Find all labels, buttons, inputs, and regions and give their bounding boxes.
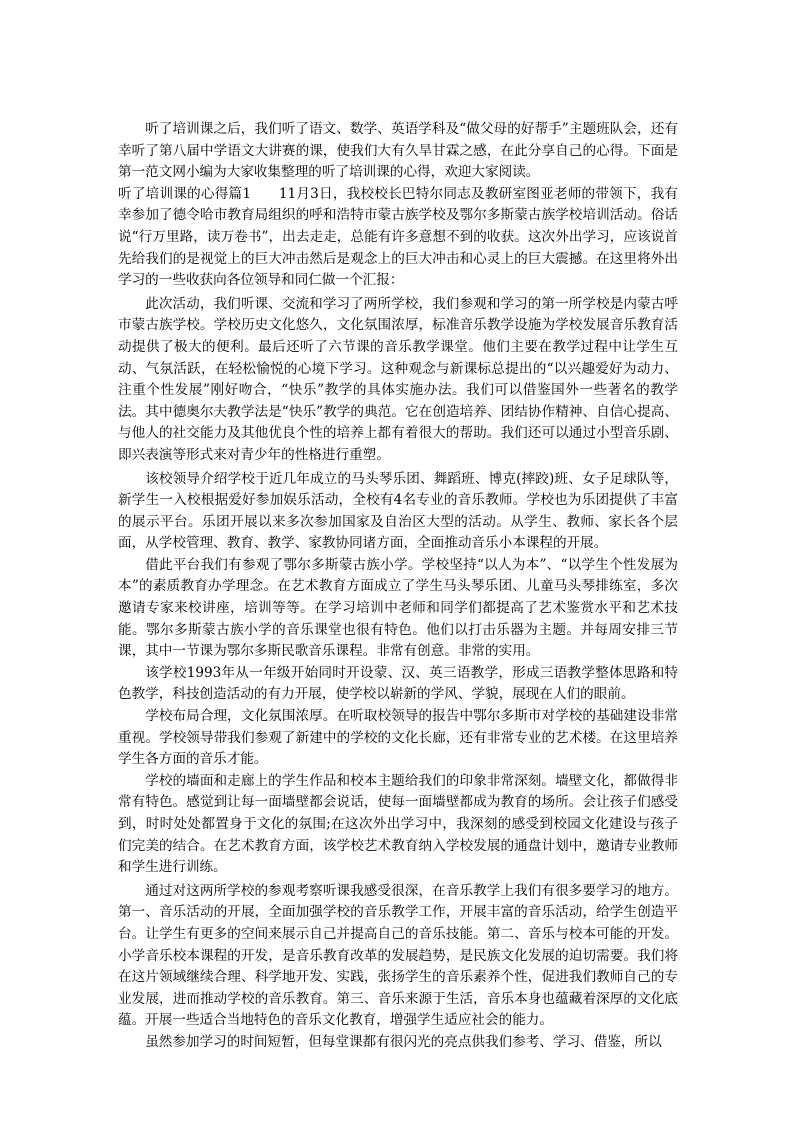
paragraph-trilingual: 该学校1993年从一年级开始同时开设蒙、汉、英三语教学，形成三语教学整体思路和特色教学，科技创造活动的有力开展，使学校以崭新的学风、学貌，展现在人们的眼前。 — [118, 664, 678, 703]
paragraph-heading-part1: 听了培训课的心得篇1 11月3日，我校校长巴特尔同志及教研室图亚老师的带领下，我有幸参加了德令哈市教育局组织的呼和浩特市蒙古族学校及鄂尔多斯蒙古族学校培训活动。俗话说“行万里路，读万卷书”，出去走走，总能有许多意想不到的收获。这次外出学习，应该说首先给我们的是视觉上的巨大冲击然后是观念上的巨大冲击和心灵上的巨大震撼。在这里将外出学习的一些收获向各位领导和同仁做一个汇报： — [118, 185, 678, 289]
paragraph-lessons: 通过对这两所学校的参观考察听课我感受很深，在音乐教学上我们有很多要学习的地方。第一、音乐活动的开展，全面加强学校的音乐教学工作，开展丰富的音乐活动，给学生创造平台。让学生有更多的空间来展示自己并提高自己的音乐技能。第二、音乐与校本可能的开发。小学音乐校本课程的开发，是音乐教育改革的发展趋势，是民族文化发展的迫切需要。我们将在这片领域继续合理、科学地开发、实践，张扬学生的音乐素养个性，促进我们教师自己的专业发展，进而推动学校的音乐教育。第三、音乐来源于生活，音乐本身也蕴藏着深厚的文化底蕴。开展一些适合当地特色的音乐文化教育，增强学生适应社会的能力。 — [118, 882, 678, 1029]
paragraph-activity: 此次活动，我们听课、交流和学习了两所学校，我们参观和学习的第一所学校是内蒙古呼市蒙古族学校。学校历史文化悠久，文化氛围浓厚，标准音乐教学设施为学校发展音乐教育活动提供了极大的便利。最后还听了六节课的音乐教学课堂。他们主要在教学过程中让学生互动、气氛活跃，在轻松愉悦的心境下学习。这种观念与新课标总提出的“以兴趣爱好为动力、注重个性发展”刚好吻合，“快乐”教学的具体实施办法。我们可以借鉴国外一些著名的教学法。其中德奥尔夫教学法是“快乐”教学的典范。它在创造培养、团结协作精神、自信心提高、与他人的社交能力及其他优良个性的培养上都有着很大的帮助。我们还可以通过小型音乐剧、即兴表演等形式来对青少年的性格进行重塑。 — [118, 295, 678, 463]
paragraph-closing: 虽然参加学习的时间短暂，但每堂课都有很闪光的亮点供我们参考、学习、借鉴，所以 — [145, 1033, 662, 1050]
document-page — [118, 119, 678, 1054]
paragraph-band: 该校领导介绍学校于近几年成立的马头琴乐团、舞蹈班、博克(摔跤)班、女子足球队等，新学生一入校根据爱好参加娱乐活动，全校有4名专业的音乐教师。学校也为乐团提供了丰富的展示平台。乐团开展以来多次参加国家及自治区大型的活动。从学生、教师、家长各个层面，从学校管理、教育、教学、家教协同诸方面，全面推动音乐小本课程的开展。 — [118, 470, 678, 552]
paragraph-layout: 学校布局合理，文化氛围浓厚。在听取校领导的报告中鄂尔多斯市对学校的基础建设非常重视。学校领导带我们参观了新建中的学校的文化长廊，还有非常专业的艺术楼。在这里培养学生各方面的音乐才能。 — [118, 708, 678, 768]
paragraph-intro: 听了培训课之后，我们听了语文、数学、英语学科及“做父母的好帮手”主题班队会，还有幸听了第八届中学语文大讲赛的课，使我们大有久旱甘霖之感，在此分享自己的心得。下面是第一范文网小编为大家收集整理的听了培训课的心得，欢迎大家阅读。 — [118, 121, 678, 181]
paragraph-walls: 学校的墙面和走廊上的学生作品和校本主题给我们的印象非常深刻。墙壁文化，都做得非常有特色。感觉到让每一面墙壁都会说话，使每一面墙壁都成为教育的场所。会让孩子们感受到，时时处处都置身于文化的氛围;在这次外出学习中，我深刻的感受到校园文化建设与孩子们完美的结合。在艺术教育方面，该学校艺术教育纳入学校发展的通盘计划中，邀请专业教师和学生进行训练。 — [118, 772, 678, 876]
paragraph-ordos: 借此平台我们有参观了鄂尔多斯蒙古族小学。学校坚持“以人为本”、“以学生个性发展为本”的素质教育办学理念。在艺术教育方面成立了学生马头琴乐团、儿童马头琴排练室，多次邀请专家来校讲座，培训等等。在学习培训中老师和同学们都提高了艺术鉴赏水平和艺术技能。鄂尔多斯蒙古族小学的音乐课堂也很有特色。他们以打击乐器为主题。并每周安排三节课，其中一节课为鄂尔多斯民歌音乐课程。非常有创意。非常的实用。 — [118, 556, 678, 660]
